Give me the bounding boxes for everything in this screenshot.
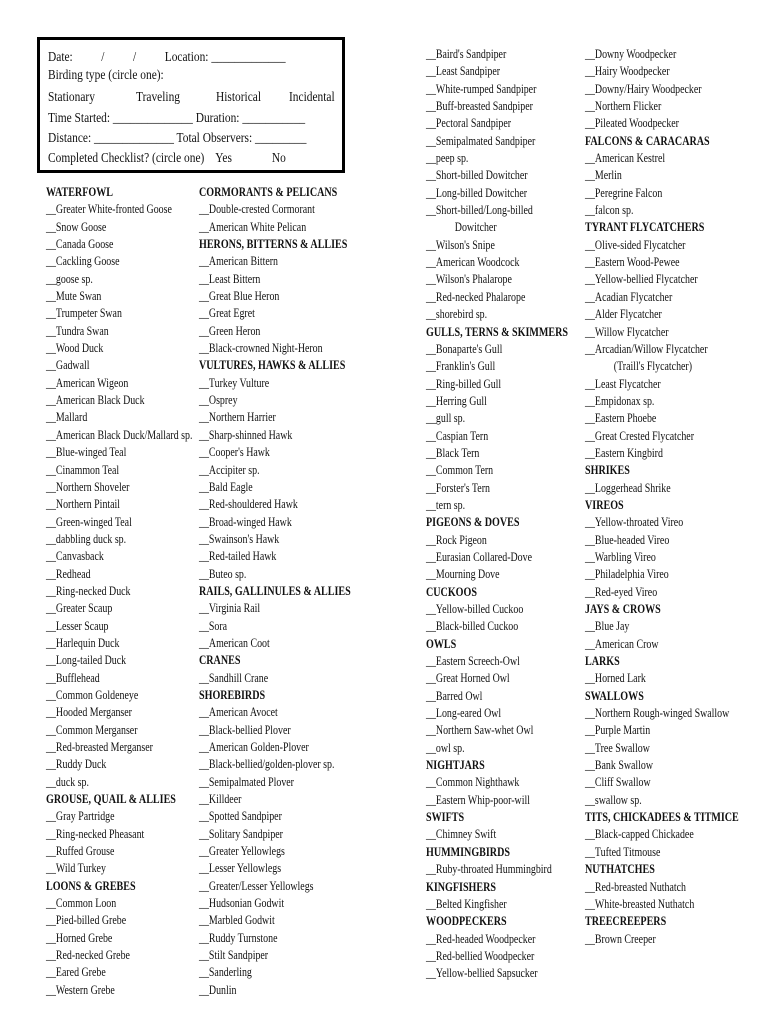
species-checkbox-line[interactable]: __Greater White-fronted Goose xyxy=(46,202,172,217)
species-checkbox-line[interactable]: __Double-crested Cormorant xyxy=(199,202,315,217)
species-checkbox-line[interactable]: __Tufted Titmouse xyxy=(585,844,661,859)
species-checkbox-line[interactable]: __Downy Woodpecker xyxy=(585,47,677,61)
species-checkbox-line[interactable]: __Cackling Goose xyxy=(46,254,120,269)
species-checkbox-line[interactable]: __Purple Martin xyxy=(585,723,651,738)
species-checkbox-line[interactable]: __Common Merganser xyxy=(46,722,138,737)
completed-checklist-line[interactable]: Completed Checklist? (circle one) Yes No xyxy=(48,150,286,165)
family-heading: PIGEONS & DOVES xyxy=(426,515,520,530)
birding-type-label: Birding type (circle one): xyxy=(48,67,164,82)
family-heading: NUTHATCHES xyxy=(585,862,655,877)
species-checkbox-line[interactable]: __Blue-winged Teal xyxy=(46,445,127,460)
species-checkbox-line[interactable]: __Green Heron xyxy=(199,323,261,338)
species-checkbox-line[interactable]: __Eastern Wood-Pewee xyxy=(585,255,680,270)
species-checkbox-line[interactable]: __Harlequin Duck xyxy=(46,635,120,650)
species-checkbox-line[interactable]: __Short-billed Dowitcher xyxy=(426,168,528,183)
species-checkbox-line[interactable]: __Acadian Flycatcher xyxy=(585,289,673,304)
species-checkbox-line[interactable]: __Chimney Swift xyxy=(426,827,497,842)
family-heading: RAILS, GALLINULES & ALLIES xyxy=(199,583,351,598)
species-checkbox-line[interactable]: __Willow Flycatcher xyxy=(585,324,669,339)
species-checkbox-line[interactable]: __American Black Duck xyxy=(46,393,145,408)
family-heading: LARKS xyxy=(585,654,620,669)
species-checkbox-line[interactable]: __Blue-headed Vireo xyxy=(585,532,670,547)
family-heading: NIGHTJARS xyxy=(426,758,485,773)
species-checkbox-line[interactable]: __Forster's Tern xyxy=(426,480,490,495)
species-checkbox-line[interactable]: __Eastern Kingbird xyxy=(585,445,663,460)
species-checkbox-line[interactable]: __Marbled Godwit xyxy=(199,913,275,928)
species-checkbox-line[interactable]: __Mallard xyxy=(46,410,88,425)
species-checkbox-line[interactable]: __Least Bittern xyxy=(199,271,261,286)
species-checkbox-line[interactable]: __Ring-billed Gull xyxy=(426,376,502,391)
species-checkbox-line[interactable]: __Alder Flycatcher xyxy=(585,307,662,322)
species-checkbox-line[interactable]: __Great Horned Owl xyxy=(426,671,510,686)
species-checkbox-line[interactable]: __Bonaparte's Gull xyxy=(426,341,503,356)
species-checkbox-line[interactable]: __Cooper's Hawk xyxy=(199,445,270,460)
species-checkbox-line[interactable]: __swallow sp. xyxy=(585,792,642,807)
species-checkbox-line[interactable]: __Hooded Merganser xyxy=(46,705,132,720)
species-checkbox-line[interactable]: __Wild Turkey xyxy=(46,861,106,876)
species-checkbox-line[interactable]: __Red-tailed Hawk xyxy=(199,549,277,564)
species-checkbox-line[interactable]: __Greater Scaup xyxy=(46,601,113,616)
family-heading: CRANES xyxy=(199,653,241,668)
species-checkbox-line[interactable]: __Ruddy Turnstone xyxy=(199,930,278,945)
species-checkbox-line[interactable]: __Eastern Screech-Owl xyxy=(426,654,520,669)
species-checkbox-line[interactable]: __Stilt Sandpiper xyxy=(199,948,269,963)
species-checkbox-line[interactable]: __Tree Swallow xyxy=(585,740,650,755)
family-heading: OWLS xyxy=(426,636,457,651)
species-checkbox-line[interactable]: __Least Sandpiper xyxy=(426,64,501,79)
family-heading: HUMMINGBIRDS xyxy=(426,844,510,859)
species-checkbox-line[interactable]: __Yellow-billed Cuckoo xyxy=(426,602,524,616)
family-heading: GULLS, TERNS & SKIMMERS xyxy=(426,324,569,339)
species-checkbox-line[interactable]: __Sandhill Crane xyxy=(199,670,269,685)
species-checkbox-line[interactable]: __Canada Goose xyxy=(46,237,114,252)
species-continuation: Dowitcher xyxy=(454,220,497,235)
species-checkbox-line[interactable]: __Mourning Dove xyxy=(426,567,500,582)
species-checkbox-line[interactable]: __Killdeer xyxy=(199,792,242,807)
species-checkbox-line[interactable]: __Green-winged Teal xyxy=(46,514,132,529)
species-checkbox-line[interactable]: __Snow Goose xyxy=(46,219,107,234)
species-checkbox-line[interactable]: __Sora xyxy=(199,618,228,633)
species-checkbox-line[interactable]: __Least Flycatcher xyxy=(585,376,661,391)
species-checkbox-line[interactable]: __Warbling Vireo xyxy=(585,549,656,564)
species-checkbox-line[interactable]: __Bufflehead xyxy=(46,670,100,685)
species-checkbox-line[interactable]: __Red-necked Phalarope xyxy=(426,289,526,304)
species-checkbox-line[interactable]: __Downy/Hairy Woodpecker xyxy=(585,81,702,96)
species-checkbox-line[interactable]: __Cliff Swallow xyxy=(585,775,651,790)
family-heading: VIREOS xyxy=(585,497,624,512)
species-checkbox-line[interactable]: __Canvasback xyxy=(46,549,104,564)
species-checkbox-line[interactable]: __Bald Eagle xyxy=(199,479,253,494)
species-checkbox-line[interactable]: __Semipalmated Sandpiper xyxy=(426,133,536,148)
species-checkbox-line[interactable]: __falcon sp. xyxy=(585,203,634,218)
species-checkbox-line[interactable]: __Northern Rough-winged Swallow xyxy=(585,706,730,721)
option-traveling[interactable]: Traveling xyxy=(136,89,180,104)
species-checkbox-line[interactable]: __Eastern Whip-poor-will xyxy=(426,792,530,807)
species-checkbox-line[interactable]: __Buff-breasted Sandpiper xyxy=(426,99,533,114)
family-heading: WATERFOWL xyxy=(46,185,113,199)
species-checkbox-line[interactable]: __Yellow-bellied Sapsucker xyxy=(426,966,538,981)
species-checkbox-line[interactable]: __White-breasted Nuthatch xyxy=(585,896,695,911)
species-checkbox-line[interactable]: __American Woodcock xyxy=(426,255,520,270)
family-heading: TYRANT FLYCATCHERS xyxy=(585,220,705,235)
species-checkbox-line[interactable]: __Short-billed/Long-billed xyxy=(426,203,533,218)
species-checkbox-line[interactable]: __Lesser Scaup xyxy=(46,618,109,633)
family-heading: HERONS, BITTERNS & ALLIES xyxy=(199,237,348,252)
species-checkbox-line[interactable]: __Redhead xyxy=(46,566,91,581)
species-checkbox-line[interactable]: __Buteo sp. xyxy=(199,566,247,581)
species-checkbox-line[interactable]: __Arcadian/Willow Flycatcher xyxy=(585,341,708,356)
species-checkbox-line[interactable]: __Bank Swallow xyxy=(585,758,654,773)
date-location-line[interactable]: Date: / / Location: _____________ xyxy=(48,49,286,64)
species-checkbox-line[interactable]: __Red-shouldered Hawk xyxy=(199,497,298,512)
species-checkbox-line[interactable]: __Red-eyed Vireo xyxy=(585,584,658,599)
option-historical[interactable]: Historical xyxy=(216,89,262,104)
species-checkbox-line[interactable]: __American Coot xyxy=(199,635,270,650)
species-checkbox-line[interactable]: __Solitary Sandpiper xyxy=(199,826,283,841)
species-checkbox-line[interactable]: __Cinammon Teal xyxy=(46,462,120,477)
family-heading: SWIFTS xyxy=(426,810,465,825)
species-checkbox-line[interactable]: __Dunlin xyxy=(199,982,237,997)
species-checkbox-line[interactable]: __Philadelphia Vireo xyxy=(585,567,669,582)
species-checkbox-line[interactable]: __dabbling duck sp. xyxy=(46,531,127,546)
species-checkbox-line[interactable]: __Great Crested Flycatcher xyxy=(585,428,694,443)
species-checkbox-line[interactable]: __Northern Pintail xyxy=(46,497,121,512)
family-heading: TITS, CHICKADEES & TITMICE xyxy=(585,810,739,825)
species-checkbox-line[interactable]: __Pectoral Sandpiper xyxy=(426,116,512,131)
species-checkbox-line[interactable]: __Eurasian Collared-Dove xyxy=(426,549,532,564)
species-checkbox-line[interactable]: __Common Loon xyxy=(46,896,117,911)
species-checkbox-line[interactable]: __White-rumped Sandpiper xyxy=(426,81,537,96)
species-checkbox-line[interactable]: __Virginia Rail xyxy=(199,601,261,616)
species-continuation: (Traill's Flycatcher) xyxy=(613,359,693,374)
species-checkbox-line[interactable]: __Barred Owl xyxy=(426,688,483,703)
species-checkbox-line[interactable]: __Red-breasted Nuthatch xyxy=(585,879,687,894)
species-checkbox-line[interactable]: __Osprey xyxy=(199,393,238,408)
species-checkbox-line[interactable]: __Accipiter sp. xyxy=(199,462,260,477)
species-checkbox-line[interactable]: __Loggerhead Shrike xyxy=(585,480,671,495)
species-checkbox-line[interactable]: __Pied-billed Grebe xyxy=(46,913,127,928)
family-heading: WOODPECKERS xyxy=(426,914,507,929)
species-checkbox-line[interactable]: __Semipalmated Plover xyxy=(199,774,294,789)
family-heading: CUCKOOS xyxy=(426,584,477,599)
species-checkbox-line[interactable]: __peep sp. xyxy=(426,151,469,166)
species-checkbox-line[interactable]: __Red-bellied Woodpecker xyxy=(426,948,535,963)
family-heading: VULTURES, HAWKS & ALLIES xyxy=(199,358,346,373)
species-checkbox-line[interactable]: __Red-necked Grebe xyxy=(46,948,130,963)
species-checkbox-line[interactable]: __Black-capped Chickadee xyxy=(585,827,694,842)
species-checkbox-line[interactable]: __Trumpeter Swan xyxy=(46,306,122,321)
time-duration-line[interactable]: Time Started: ______________ Duration: ___________ xyxy=(48,110,306,125)
species-checkbox-line[interactable]: __Wilson's Phalarope xyxy=(426,272,512,287)
family-heading: JAYS & CROWS xyxy=(585,602,661,616)
species-checkbox-line[interactable]: __Horned Grebe xyxy=(46,930,113,945)
species-checkbox-line[interactable]: __Black-bellied/golden-plover sp. xyxy=(199,757,335,772)
species-checkbox-line[interactable]: __Northern Harrier xyxy=(199,410,276,425)
species-checkbox-line[interactable]: __Broad-winged Hawk xyxy=(199,514,292,529)
species-checkbox-line[interactable]: __Black-billed Cuckoo xyxy=(426,619,519,634)
species-checkbox-line[interactable]: __Northern Saw-whet Owl xyxy=(426,723,534,738)
species-checkbox-line[interactable]: __Ruffed Grouse xyxy=(46,844,115,859)
family-heading: SHRIKES xyxy=(585,463,630,478)
species-checkbox-line[interactable]: __Greater/Lesser Yellowlegs xyxy=(199,878,314,893)
species-checkbox-line[interactable]: __Black-bellied Plover xyxy=(199,722,291,737)
species-checkbox-line[interactable]: __Yellow-bellied Flycatcher xyxy=(585,272,698,287)
species-checkbox-line[interactable]: __Franklin's Gull xyxy=(426,359,496,374)
species-checkbox-line[interactable]: __Greater Yellowlegs xyxy=(199,844,285,859)
species-checkbox-line[interactable]: __Lesser Yellowlegs xyxy=(199,861,282,876)
species-checkbox-line[interactable]: __Yellow-throated Vireo xyxy=(585,515,684,530)
family-heading: TREECREEPERS xyxy=(585,914,667,929)
species-checkbox-line[interactable]: __Western Grebe xyxy=(46,982,115,997)
species-checkbox-line[interactable]: __Pileated Woodpecker xyxy=(585,116,679,131)
species-checkbox-line[interactable]: __Common Goldeneye xyxy=(46,687,139,702)
species-checkbox-line[interactable]: __Northern Shoveler xyxy=(46,479,130,494)
species-checkbox-line[interactable]: __owl sp. xyxy=(426,740,465,755)
family-heading: GROUSE, QUAIL & ALLIES xyxy=(46,792,176,807)
species-column-3 xyxy=(426,46,611,983)
family-heading: LOONS & GREBES xyxy=(46,878,136,893)
species-checkbox-line[interactable]: __Brown Creeper xyxy=(585,931,656,946)
species-checkbox-line[interactable]: __American Avocet xyxy=(199,705,278,720)
family-heading: KINGFISHERS xyxy=(426,879,496,894)
species-checkbox-line[interactable]: __Common Tern xyxy=(426,463,494,478)
species-checkbox-line[interactable]: __Gadwall xyxy=(46,358,90,373)
species-checkbox-line[interactable]: __Common Nighthawk xyxy=(426,775,520,790)
species-checkbox-line[interactable]: __American Crow xyxy=(585,636,659,651)
option-incidental[interactable]: Incidental xyxy=(289,89,335,104)
species-checkbox-line[interactable]: __Baird's Sandpiper xyxy=(426,47,507,61)
species-checkbox-line[interactable]: __Black Tern xyxy=(426,445,480,460)
species-checkbox-line[interactable]: __Turkey Vulture xyxy=(199,375,270,390)
species-checkbox-line[interactable]: __Sharp-shinned Hawk xyxy=(199,427,293,442)
species-checkbox-line[interactable]: __American Golden-Plover xyxy=(199,740,309,754)
family-heading: CORMORANTS & PELICANS xyxy=(199,185,338,199)
species-checkbox-line[interactable]: __Mute Swan xyxy=(46,289,102,304)
species-checkbox-line[interactable]: __Great Blue Heron xyxy=(199,289,280,304)
species-checkbox-line[interactable]: __Herring Gull xyxy=(426,393,487,408)
species-checkbox-line[interactable]: __Hudsonian Godwit xyxy=(199,896,285,911)
species-checkbox-line[interactable]: __Gray Partridge xyxy=(46,809,115,824)
species-checkbox-line[interactable]: __Great Egret xyxy=(199,306,255,321)
species-checkbox-line[interactable]: __Black-crowned Night-Heron xyxy=(199,341,323,356)
species-checkbox-line[interactable]: __Ring-necked Duck xyxy=(46,583,131,598)
species-checkbox-line[interactable]: __Eastern Phoebe xyxy=(585,411,657,426)
species-checkbox-line[interactable]: __Ruby-throated Hummingbird xyxy=(426,862,552,877)
species-checkbox-line[interactable]: __duck sp. xyxy=(46,774,89,789)
species-checkbox-line[interactable]: __goose sp. xyxy=(46,271,93,286)
species-checkbox-line[interactable]: __American Black Duck/Mallard sp. xyxy=(46,427,193,442)
species-checkbox-line[interactable]: __Rock Pigeon xyxy=(426,532,487,547)
species-checkbox-line[interactable]: __Blue Jay xyxy=(585,619,630,634)
species-checkbox-line[interactable]: __Red-breasted Merganser xyxy=(46,740,153,754)
species-checkbox-line[interactable]: __Ring-necked Pheasant xyxy=(46,826,145,841)
species-checkbox-line[interactable]: __American Wigeon xyxy=(46,375,129,390)
species-checkbox-line[interactable]: __Ruddy Duck xyxy=(46,757,107,772)
species-checkbox-line[interactable]: __Swainson's Hawk xyxy=(199,531,280,546)
species-checkbox-line[interactable]: __American White Pelican xyxy=(199,219,307,234)
species-checkbox-line[interactable]: __Horned Lark xyxy=(585,671,646,686)
species-checkbox-line[interactable]: __American Kestrel xyxy=(585,151,666,166)
species-checkbox-line[interactable]: __shorebird sp. xyxy=(426,307,488,322)
species-checkbox-line[interactable]: __Eared Grebe xyxy=(46,965,106,980)
option-stationary[interactable]: Stationary xyxy=(48,89,95,104)
species-column-2 xyxy=(199,184,384,999)
species-checkbox-line[interactable]: __Hairy Woodpecker xyxy=(585,64,670,79)
species-checkbox-line[interactable]: __Northern Flicker xyxy=(585,99,662,114)
species-checkbox-line[interactable]: __tern sp. xyxy=(426,497,466,512)
species-checkbox-line[interactable]: __Olive-sided Flycatcher xyxy=(585,237,686,252)
checklist-header-box xyxy=(37,37,345,173)
species-checkbox-line[interactable]: __Long-tailed Duck xyxy=(46,653,127,668)
species-checkbox-line[interactable]: __Belted Kingfisher xyxy=(426,896,507,911)
species-checkbox-line[interactable]: __Caspian Tern xyxy=(426,428,489,443)
species-checkbox-line[interactable]: __Wood Duck xyxy=(46,341,104,356)
family-heading: FALCONS & CARACARAS xyxy=(585,133,710,148)
species-checkbox-line[interactable]: __Sanderling xyxy=(199,965,252,980)
species-checkbox-line[interactable]: __American Bittern xyxy=(199,254,278,269)
species-checkbox-line[interactable]: __Long-eared Owl xyxy=(426,706,502,721)
species-checkbox-line[interactable]: __Spotted Sandpiper xyxy=(199,809,282,824)
species-checkbox-line[interactable]: __Merlin xyxy=(585,168,622,183)
species-checkbox-line[interactable]: __Wilson's Snipe xyxy=(426,237,495,252)
species-checkbox-line[interactable]: __Empidonax sp. xyxy=(585,393,655,408)
distance-observers-line[interactable]: Distance: ______________ Total Observers: _________ xyxy=(48,130,307,145)
species-column-4 xyxy=(585,46,770,948)
species-checkbox-line[interactable]: __Tundra Swan xyxy=(46,323,109,338)
species-checkbox-line[interactable]: __Long-billed Dowitcher xyxy=(426,185,528,200)
family-heading: SHOREBIRDS xyxy=(199,687,266,702)
species-checkbox-line[interactable]: __Red-headed Woodpecker xyxy=(426,931,536,946)
family-heading: SWALLOWS xyxy=(585,688,644,703)
species-checkbox-line[interactable]: __gull sp. xyxy=(426,411,466,426)
species-checkbox-line[interactable]: __Peregrine Falcon xyxy=(585,185,663,200)
